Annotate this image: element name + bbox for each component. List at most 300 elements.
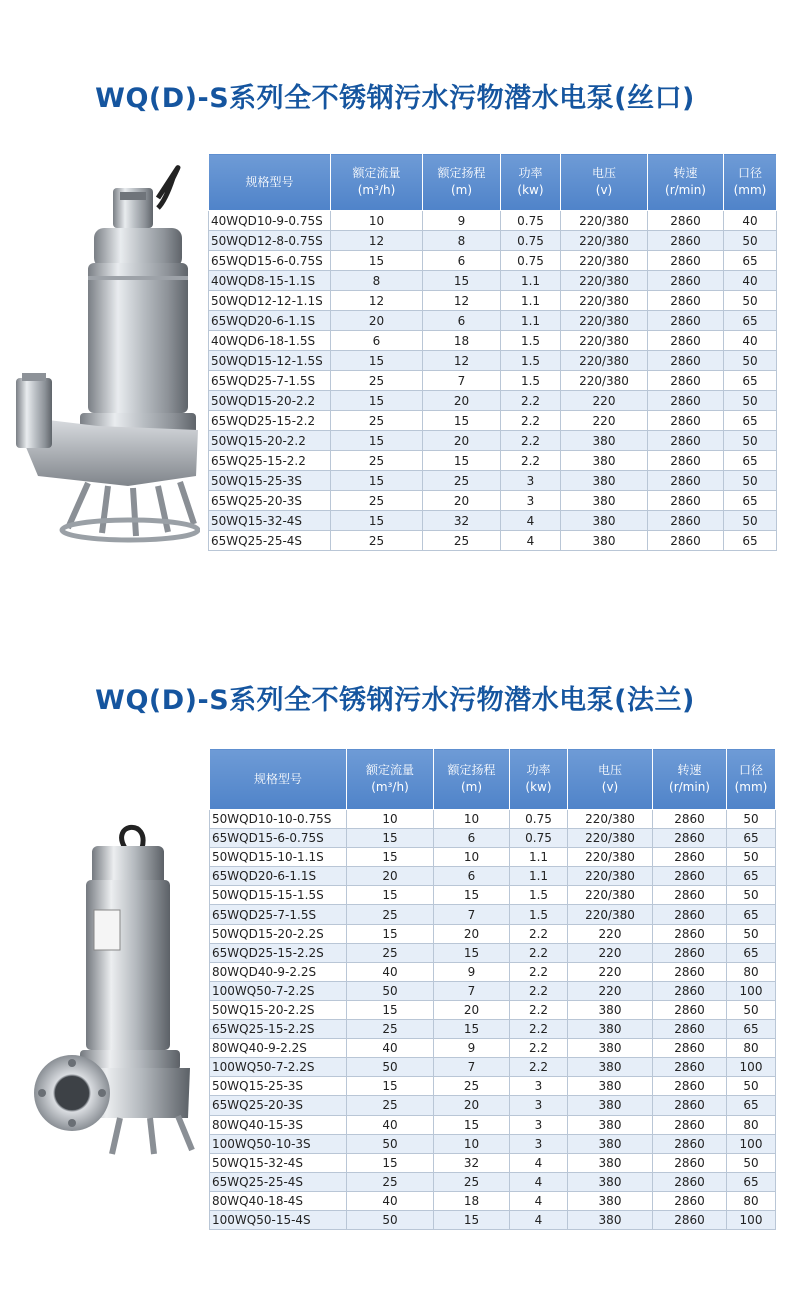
cell-voltage: 380 xyxy=(568,1000,653,1019)
cell-diameter: 50 xyxy=(724,511,777,531)
cell-model: 65WQ25-15-2.2S xyxy=(210,1020,347,1039)
cell-voltage: 220/380 xyxy=(561,331,648,351)
cell-head: 6 xyxy=(434,867,510,886)
cell-power: 3 xyxy=(510,1115,568,1134)
cell-power: 2.2 xyxy=(510,962,568,981)
cell-diameter: 50 xyxy=(727,1153,776,1172)
cell-model: 65WQ25-20-3S xyxy=(210,1096,347,1115)
cell-speed: 2860 xyxy=(648,211,724,231)
cell-voltage: 220/380 xyxy=(561,351,648,371)
cell-diameter: 65 xyxy=(724,451,777,471)
table-row xyxy=(209,391,777,411)
cell-head: 15 xyxy=(423,411,501,431)
cell-power: 4 xyxy=(510,1153,568,1172)
cell-model: 50WQ15-20-2.2S xyxy=(210,1000,347,1019)
cell-head: 25 xyxy=(423,471,501,491)
cell-power: 2.2 xyxy=(510,1058,568,1077)
cell-head: 15 xyxy=(434,943,510,962)
table-row xyxy=(209,371,777,391)
cell-diameter: 100 xyxy=(727,1058,776,1077)
cell-flow: 10 xyxy=(331,211,423,231)
cell-speed: 2860 xyxy=(648,391,724,411)
cell-model: 65WQ25-25-4S xyxy=(209,531,331,551)
cell-model: 50WQD12-12-1.1S xyxy=(209,291,331,311)
cell-head: 32 xyxy=(423,511,501,531)
cell-head: 10 xyxy=(434,1134,510,1153)
cell-head: 20 xyxy=(434,924,510,943)
cell-head: 15 xyxy=(434,886,510,905)
cell-diameter: 65 xyxy=(724,311,777,331)
cell-flow: 15 xyxy=(347,1077,434,1096)
table-row xyxy=(210,943,776,962)
cell-speed: 2860 xyxy=(653,1115,727,1134)
cell-power: 1.5 xyxy=(501,351,561,371)
cell-power: 4 xyxy=(510,1210,568,1229)
cell-head: 6 xyxy=(434,829,510,848)
cell-flow: 50 xyxy=(347,1210,434,1229)
cell-power: 2.2 xyxy=(510,1020,568,1039)
cell-head: 18 xyxy=(434,1191,510,1210)
cell-speed: 2860 xyxy=(648,531,724,551)
cell-speed: 2860 xyxy=(653,1096,727,1115)
cell-power: 4 xyxy=(501,531,561,551)
table-row xyxy=(209,211,777,231)
cell-speed: 2860 xyxy=(653,829,727,848)
cell-diameter: 50 xyxy=(724,231,777,251)
header-model: 规格型号 xyxy=(210,749,347,810)
cell-voltage: 380 xyxy=(561,511,648,531)
cell-voltage: 220/380 xyxy=(568,867,653,886)
cell-diameter: 65 xyxy=(724,531,777,551)
cell-head: 20 xyxy=(434,1096,510,1115)
table-row xyxy=(209,511,777,531)
table-row xyxy=(210,1039,776,1058)
table-row xyxy=(210,924,776,943)
cell-power: 1.5 xyxy=(510,886,568,905)
cell-model: 50WQ15-25-3S xyxy=(210,1077,347,1096)
spec-table-flange xyxy=(209,748,776,1230)
cell-voltage: 220 xyxy=(568,962,653,981)
cell-voltage: 220 xyxy=(568,943,653,962)
cell-head: 7 xyxy=(434,905,510,924)
cell-diameter: 80 xyxy=(727,1039,776,1058)
cell-diameter: 65 xyxy=(727,867,776,886)
flange-pump-image xyxy=(30,818,210,1158)
cell-speed: 2860 xyxy=(653,1172,727,1191)
table-row xyxy=(210,867,776,886)
cell-voltage: 220/380 xyxy=(561,271,648,291)
cell-speed: 2860 xyxy=(648,371,724,391)
cell-flow: 20 xyxy=(347,867,434,886)
cell-power: 0.75 xyxy=(501,231,561,251)
cell-speed: 2860 xyxy=(648,331,724,351)
cell-voltage: 380 xyxy=(568,1210,653,1229)
cell-speed: 2860 xyxy=(648,511,724,531)
header-diameter: 口径 (mm) xyxy=(724,154,777,211)
cell-flow: 12 xyxy=(331,291,423,311)
cell-flow: 50 xyxy=(347,1058,434,1077)
cell-model: 80WQ40-15-3S xyxy=(210,1115,347,1134)
cell-speed: 2860 xyxy=(653,1191,727,1210)
header-flow: 额定流量 (m³/h) xyxy=(331,154,423,211)
table-row xyxy=(209,271,777,291)
cell-head: 8 xyxy=(423,231,501,251)
cell-power: 2.2 xyxy=(501,411,561,431)
table-header-row xyxy=(209,154,777,211)
cell-flow: 25 xyxy=(331,491,423,511)
header-power: 功率 (kw) xyxy=(510,749,568,810)
cell-model: 65WQ25-25-4S xyxy=(210,1172,347,1191)
cell-head: 20 xyxy=(423,391,501,411)
cell-model: 50WQD12-8-0.75S xyxy=(209,231,331,251)
cell-speed: 2860 xyxy=(648,411,724,431)
cell-flow: 15 xyxy=(331,251,423,271)
table-body xyxy=(210,810,776,1230)
cell-head: 12 xyxy=(423,351,501,371)
table-header-row xyxy=(210,749,776,810)
cell-speed: 2860 xyxy=(653,943,727,962)
cell-diameter: 40 xyxy=(724,271,777,291)
cell-voltage: 220/380 xyxy=(561,371,648,391)
cell-voltage: 220/380 xyxy=(561,231,648,251)
cell-model: 65WQD25-7-1.5S xyxy=(210,905,347,924)
cell-flow: 25 xyxy=(347,943,434,962)
cell-diameter: 40 xyxy=(724,331,777,351)
cell-flow: 25 xyxy=(331,411,423,431)
cell-voltage: 220/380 xyxy=(561,311,648,331)
cell-flow: 50 xyxy=(347,1134,434,1153)
cell-flow: 10 xyxy=(347,810,434,829)
cell-power: 2.2 xyxy=(501,451,561,471)
cell-speed: 2860 xyxy=(648,251,724,271)
cell-speed: 2860 xyxy=(653,1020,727,1039)
cell-flow: 25 xyxy=(331,451,423,471)
table-row xyxy=(210,886,776,905)
table-row xyxy=(210,1020,776,1039)
cell-head: 10 xyxy=(434,848,510,867)
cell-model: 50WQD15-10-1.1S xyxy=(210,848,347,867)
cell-speed: 2860 xyxy=(648,291,724,311)
cell-model: 50WQD15-15-1.5S xyxy=(210,886,347,905)
table-row xyxy=(209,351,777,371)
cell-head: 25 xyxy=(423,531,501,551)
table-row xyxy=(209,231,777,251)
cell-diameter: 80 xyxy=(727,962,776,981)
cell-head: 9 xyxy=(434,962,510,981)
cell-voltage: 220 xyxy=(568,981,653,1000)
cell-speed: 2860 xyxy=(653,1077,727,1096)
cell-diameter: 65 xyxy=(724,251,777,271)
cell-head: 20 xyxy=(434,1000,510,1019)
cell-speed: 2860 xyxy=(653,1058,727,1077)
cell-speed: 2860 xyxy=(653,810,727,829)
cell-power: 4 xyxy=(501,511,561,531)
cell-voltage: 380 xyxy=(568,1191,653,1210)
cell-flow: 15 xyxy=(331,351,423,371)
table-row xyxy=(210,1134,776,1153)
cell-diameter: 65 xyxy=(727,829,776,848)
cell-model: 80WQD40-9-2.2S xyxy=(210,962,347,981)
cell-diameter: 50 xyxy=(727,924,776,943)
cell-speed: 2860 xyxy=(648,311,724,331)
cell-head: 15 xyxy=(434,1115,510,1134)
cell-speed: 2860 xyxy=(648,271,724,291)
cell-flow: 15 xyxy=(347,848,434,867)
cell-flow: 40 xyxy=(347,1191,434,1210)
cell-diameter: 50 xyxy=(724,351,777,371)
cell-head: 20 xyxy=(423,431,501,451)
cell-head: 6 xyxy=(423,311,501,331)
cell-flow: 15 xyxy=(347,886,434,905)
section-title-threaded: WQ(D)-S系列全不锈钢污水污物潜水电泵(丝口) xyxy=(95,83,695,114)
cell-speed: 2860 xyxy=(653,1134,727,1153)
cell-diameter: 50 xyxy=(724,391,777,411)
cell-diameter: 50 xyxy=(727,810,776,829)
header-speed: 转速 (r/min) xyxy=(653,749,727,810)
cell-diameter: 40 xyxy=(724,211,777,231)
cell-speed: 2860 xyxy=(653,1039,727,1058)
cell-head: 25 xyxy=(434,1172,510,1191)
cell-voltage: 380 xyxy=(568,1153,653,1172)
cell-speed: 2860 xyxy=(648,231,724,251)
cell-power: 2.2 xyxy=(510,981,568,1000)
cell-model: 100WQ50-7-2.2S xyxy=(210,1058,347,1077)
table-row xyxy=(209,251,777,271)
table-body xyxy=(209,211,777,551)
header-voltage: 电压 (v) xyxy=(568,749,653,810)
cell-diameter: 65 xyxy=(727,1096,776,1115)
table-row xyxy=(210,1210,776,1229)
table-row xyxy=(210,1096,776,1115)
cell-head: 7 xyxy=(434,981,510,1000)
cell-voltage: 220 xyxy=(561,411,648,431)
cell-power: 2.2 xyxy=(510,1039,568,1058)
cell-model: 40WQD8-15-1.1S xyxy=(209,271,331,291)
cell-speed: 2860 xyxy=(653,962,727,981)
cell-power: 4 xyxy=(510,1191,568,1210)
cell-flow: 15 xyxy=(331,431,423,451)
cell-speed: 2860 xyxy=(653,1153,727,1172)
cell-speed: 2860 xyxy=(648,431,724,451)
cell-voltage: 380 xyxy=(568,1020,653,1039)
cell-power: 1.5 xyxy=(510,905,568,924)
cell-power: 2.2 xyxy=(501,431,561,451)
cell-power: 1.5 xyxy=(501,331,561,351)
header-model: 规格型号 xyxy=(209,154,331,211)
cell-power: 0.75 xyxy=(501,251,561,271)
cell-voltage: 380 xyxy=(568,1115,653,1134)
table-row xyxy=(209,291,777,311)
cell-model: 65WQ25-20-3S xyxy=(209,491,331,511)
cell-power: 1.1 xyxy=(510,848,568,867)
cell-speed: 2860 xyxy=(653,1000,727,1019)
cell-speed: 2860 xyxy=(653,867,727,886)
cell-head: 7 xyxy=(434,1058,510,1077)
cell-power: 3 xyxy=(510,1077,568,1096)
cell-voltage: 220 xyxy=(561,391,648,411)
cell-voltage: 220 xyxy=(568,924,653,943)
cell-flow: 15 xyxy=(331,471,423,491)
table-row xyxy=(209,471,777,491)
cell-flow: 15 xyxy=(347,829,434,848)
table-row xyxy=(210,1172,776,1191)
cell-diameter: 50 xyxy=(727,1000,776,1019)
cell-voltage: 380 xyxy=(561,471,648,491)
cell-model: 50WQ15-20-2.2 xyxy=(209,431,331,451)
cell-head: 7 xyxy=(423,371,501,391)
cell-head: 15 xyxy=(423,271,501,291)
cell-head: 32 xyxy=(434,1153,510,1172)
cell-power: 1.5 xyxy=(501,371,561,391)
cell-flow: 15 xyxy=(347,1000,434,1019)
table-row xyxy=(210,1115,776,1134)
spec-table-threaded xyxy=(208,153,777,551)
cell-flow: 15 xyxy=(347,1153,434,1172)
cell-model: 80WQ40-9-2.2S xyxy=(210,1039,347,1058)
cell-power: 3 xyxy=(501,491,561,511)
table-row xyxy=(210,905,776,924)
header-head: 额定扬程 (m) xyxy=(434,749,510,810)
cell-diameter: 50 xyxy=(724,431,777,451)
cell-head: 15 xyxy=(423,451,501,471)
cell-flow: 8 xyxy=(331,271,423,291)
cell-head: 15 xyxy=(434,1210,510,1229)
header-voltage: 电压 (v) xyxy=(561,154,648,211)
table-row xyxy=(209,531,777,551)
cell-diameter: 50 xyxy=(727,886,776,905)
cell-diameter: 100 xyxy=(727,1210,776,1229)
cell-power: 2.2 xyxy=(510,943,568,962)
cell-diameter: 50 xyxy=(727,848,776,867)
cell-flow: 40 xyxy=(347,1115,434,1134)
table-row xyxy=(210,1000,776,1019)
cell-voltage: 220/380 xyxy=(561,251,648,271)
cell-voltage: 220/380 xyxy=(568,848,653,867)
cell-model: 50WQ15-32-4S xyxy=(210,1153,347,1172)
cell-model: 65WQD25-7-1.5S xyxy=(209,371,331,391)
cell-diameter: 65 xyxy=(724,371,777,391)
cell-power: 3 xyxy=(510,1096,568,1115)
cell-power: 1.1 xyxy=(501,271,561,291)
table-row xyxy=(210,848,776,867)
cell-voltage: 380 xyxy=(561,431,648,451)
cell-flow: 25 xyxy=(347,1172,434,1191)
cell-voltage: 220/380 xyxy=(568,905,653,924)
cell-flow: 12 xyxy=(331,231,423,251)
cell-model: 50WQD15-20-2.2S xyxy=(210,924,347,943)
cell-flow: 25 xyxy=(331,531,423,551)
cell-voltage: 380 xyxy=(561,491,648,511)
table-row xyxy=(209,331,777,351)
cell-voltage: 380 xyxy=(568,1058,653,1077)
table-row xyxy=(210,810,776,829)
cell-diameter: 65 xyxy=(724,491,777,511)
cell-model: 50WQD15-12-1.5S xyxy=(209,351,331,371)
cell-flow: 15 xyxy=(331,511,423,531)
threaded-pump-image xyxy=(8,158,200,558)
cell-model: 100WQ50-15-4S xyxy=(210,1210,347,1229)
cell-model: 65WQD15-6-0.75S xyxy=(210,829,347,848)
cell-flow: 15 xyxy=(347,924,434,943)
cell-diameter: 50 xyxy=(724,471,777,491)
cell-head: 12 xyxy=(423,291,501,311)
cell-speed: 2860 xyxy=(653,848,727,867)
table-row xyxy=(210,1153,776,1172)
cell-head: 20 xyxy=(423,491,501,511)
cell-head: 25 xyxy=(434,1077,510,1096)
cell-model: 40WQD10-9-0.75S xyxy=(209,211,331,231)
table-row xyxy=(209,451,777,471)
cell-speed: 2860 xyxy=(648,471,724,491)
cell-model: 65WQ25-15-2.2 xyxy=(209,451,331,471)
cell-flow: 6 xyxy=(331,331,423,351)
cell-voltage: 220/380 xyxy=(568,810,653,829)
cell-power: 3 xyxy=(510,1134,568,1153)
cell-model: 65WQD20-6-1.1S xyxy=(210,867,347,886)
cell-power: 1.1 xyxy=(501,291,561,311)
cell-head: 18 xyxy=(423,331,501,351)
cell-head: 10 xyxy=(434,810,510,829)
cell-voltage: 380 xyxy=(568,1077,653,1096)
cell-model: 50WQ15-32-4S xyxy=(209,511,331,531)
cell-flow: 50 xyxy=(347,981,434,1000)
cell-voltage: 220/380 xyxy=(568,886,653,905)
cell-speed: 2860 xyxy=(648,491,724,511)
cell-diameter: 65 xyxy=(724,411,777,431)
cell-head: 9 xyxy=(423,211,501,231)
cell-model: 50WQD10-10-0.75S xyxy=(210,810,347,829)
cell-model: 65WQD20-6-1.1S xyxy=(209,311,331,331)
cell-model: 80WQ40-18-4S xyxy=(210,1191,347,1210)
cell-voltage: 220/380 xyxy=(561,291,648,311)
cell-voltage: 380 xyxy=(561,451,648,471)
cell-diameter: 100 xyxy=(727,981,776,1000)
table-row xyxy=(209,491,777,511)
cell-head: 9 xyxy=(434,1039,510,1058)
cell-flow: 40 xyxy=(347,962,434,981)
header-power: 功率 (kw) xyxy=(501,154,561,211)
cell-model: 50WQD15-20-2.2 xyxy=(209,391,331,411)
cell-diameter: 65 xyxy=(727,1172,776,1191)
cell-speed: 2860 xyxy=(648,451,724,471)
cell-speed: 2860 xyxy=(653,905,727,924)
cell-model: 65WQD15-6-0.75S xyxy=(209,251,331,271)
cell-speed: 2860 xyxy=(653,981,727,1000)
cell-model: 40WQD6-18-1.5S xyxy=(209,331,331,351)
table-row xyxy=(210,981,776,1000)
cell-power: 3 xyxy=(501,471,561,491)
cell-head: 6 xyxy=(423,251,501,271)
cell-diameter: 65 xyxy=(727,943,776,962)
cell-speed: 2860 xyxy=(653,1210,727,1229)
cell-voltage: 380 xyxy=(568,1096,653,1115)
cell-voltage: 220/380 xyxy=(568,829,653,848)
header-diameter: 口径 (mm) xyxy=(727,749,776,810)
cell-diameter: 80 xyxy=(727,1115,776,1134)
cell-flow: 20 xyxy=(331,311,423,331)
cell-diameter: 65 xyxy=(727,905,776,924)
table-row xyxy=(209,311,777,331)
cell-head: 15 xyxy=(434,1020,510,1039)
cell-flow: 25 xyxy=(347,1020,434,1039)
cell-power: 0.75 xyxy=(501,211,561,231)
cell-flow: 25 xyxy=(347,1096,434,1115)
cell-diameter: 50 xyxy=(727,1077,776,1096)
cell-diameter: 65 xyxy=(727,1020,776,1039)
header-flow: 额定流量 (m³/h) xyxy=(347,749,434,810)
cell-diameter: 50 xyxy=(724,291,777,311)
cell-power: 1.1 xyxy=(501,311,561,331)
